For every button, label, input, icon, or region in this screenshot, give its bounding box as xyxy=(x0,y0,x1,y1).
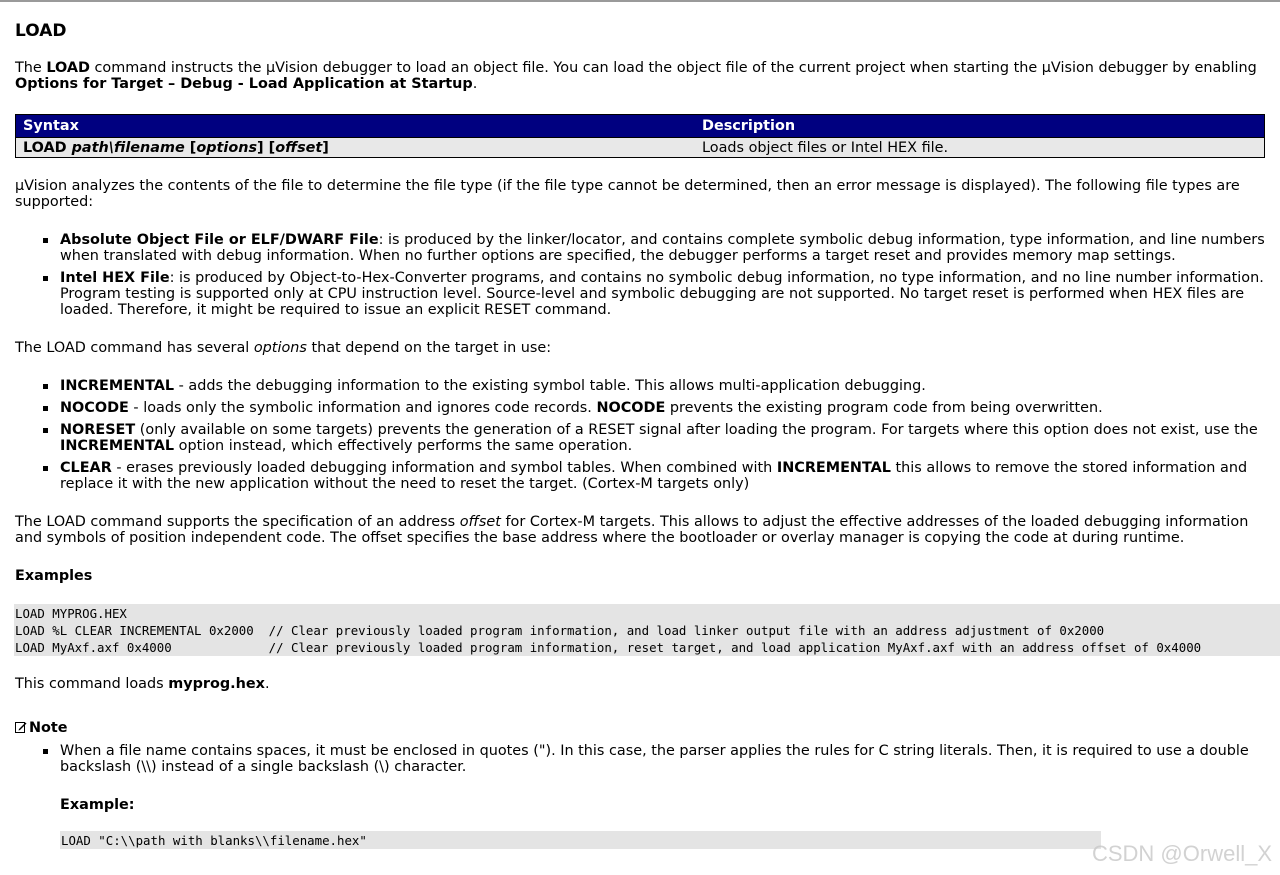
syntax-header: Syntax xyxy=(16,115,697,138)
list-item: Absolute Object File or ELF/DWARF File: is produced by the linker/locator, and contains complete symbolic debug information, type information, and line numbers when translated with debug information. When no further options are specified, the debugger performs a target reset and provides memory map settings. xyxy=(15,232,1277,264)
examples-code-block xyxy=(14,604,1280,656)
description-cell: Loads object files or Intel HEX file. xyxy=(696,138,1265,158)
options-list xyxy=(15,378,1277,492)
list-item: When a file name contains spaces, it must be enclosed in quotes ("). In this case, the parser applies the rules for C string literals. Then, it is required to use a double backslash (\\) instead of a single backslash (\) character. xyxy=(15,743,1277,775)
syntax-table-row xyxy=(16,138,1265,158)
note-list xyxy=(15,743,1277,775)
list-item: Intel HEX File: is produced by Object-to-Hex-Converter programs, and contains no symbolic debug information, no type information, and no line number information. Program testing is supported only at CPU instruction level. Source-level and symbolic debugging are not supported. No target reset is performed when HEX files are loaded. Therefore, it might be required to issue an explicit RESET command. xyxy=(15,270,1277,318)
note-heading: Note xyxy=(15,720,1277,736)
page-title: LOAD xyxy=(15,21,67,41)
code-line: LOAD MYPROG.HEX xyxy=(15,606,127,621)
loads-paragraph: This command loads myprog.hex. xyxy=(15,676,270,692)
syntax-cell: LOAD path\filename [options] [offset] xyxy=(16,138,697,158)
intro-paragraph: The LOAD command instructs the µVision debugger to load an object file. You can load the object file of the current project when starting the µVision debugger by enabling Options for Target – Debug - Load Application at Startup. xyxy=(15,60,1257,92)
syntax-table xyxy=(15,114,1265,158)
code-line: LOAD %L CLEAR INCREMENTAL 0x2000 // Clear previously loaded program information, and load linker output file with an address adjustment of 0x2000 xyxy=(15,623,1105,638)
file-types-list xyxy=(15,232,1277,318)
list-item: NOCODE - loads only the symbolic information and ignores code records. NOCODE prevents the existing program code from being overwritten. xyxy=(15,400,1277,416)
code-line: LOAD MyAxf.axf 0x4000 // Clear previously loaded program information, reset target, and load application MyAxf.axf with an address offset of 0x4000 xyxy=(15,640,1202,655)
options-intro-paragraph: The LOAD command has several options that depend on the target in use: xyxy=(15,340,552,356)
list-item: INCREMENTAL - adds the debugging information to the existing symbol table. This allows multi-application debugging. xyxy=(15,378,1277,394)
note-edit-icon xyxy=(15,721,27,733)
list-item: CLEAR - erases previously loaded debugging information and symbol tables. When combined with INCREMENTAL this allows to remove the stored information and replace it with the new application without the need to reset the target. (Cortex-M targets only) xyxy=(15,460,1277,492)
document-page xyxy=(15,20,1277,849)
list-item: NORESET (only available on some targets) prevents the generation of a RESET signal after loading the program. For targets where this option does not exist, use the INCREMENTAL option instead, which effectively performs the same operation. xyxy=(15,422,1277,454)
syntax-table-header xyxy=(16,115,1265,138)
examples-heading: Examples xyxy=(15,568,93,584)
analyze-paragraph: µVision analyzes the contents of the file to determine the file type (if the file type cannot be determined, then an error message is displayed). The following file types are supported: xyxy=(15,178,1240,210)
description-header: Description xyxy=(696,115,1265,138)
note-example-code: LOAD "C:\\path with blanks\\filename.hex" xyxy=(60,831,1101,849)
offset-paragraph: The LOAD command supports the specification of an address offset for Cortex-M targets. This allows to adjust the effective addresses of the loaded debugging information and symbols of position independent code. The offset specifies the base address where the bootloader or overlay manager is copying the code at during runtime. xyxy=(15,514,1249,546)
watermark: CSDN @Orwell_X xyxy=(1091,841,1272,866)
example-heading: Example: xyxy=(60,797,135,813)
